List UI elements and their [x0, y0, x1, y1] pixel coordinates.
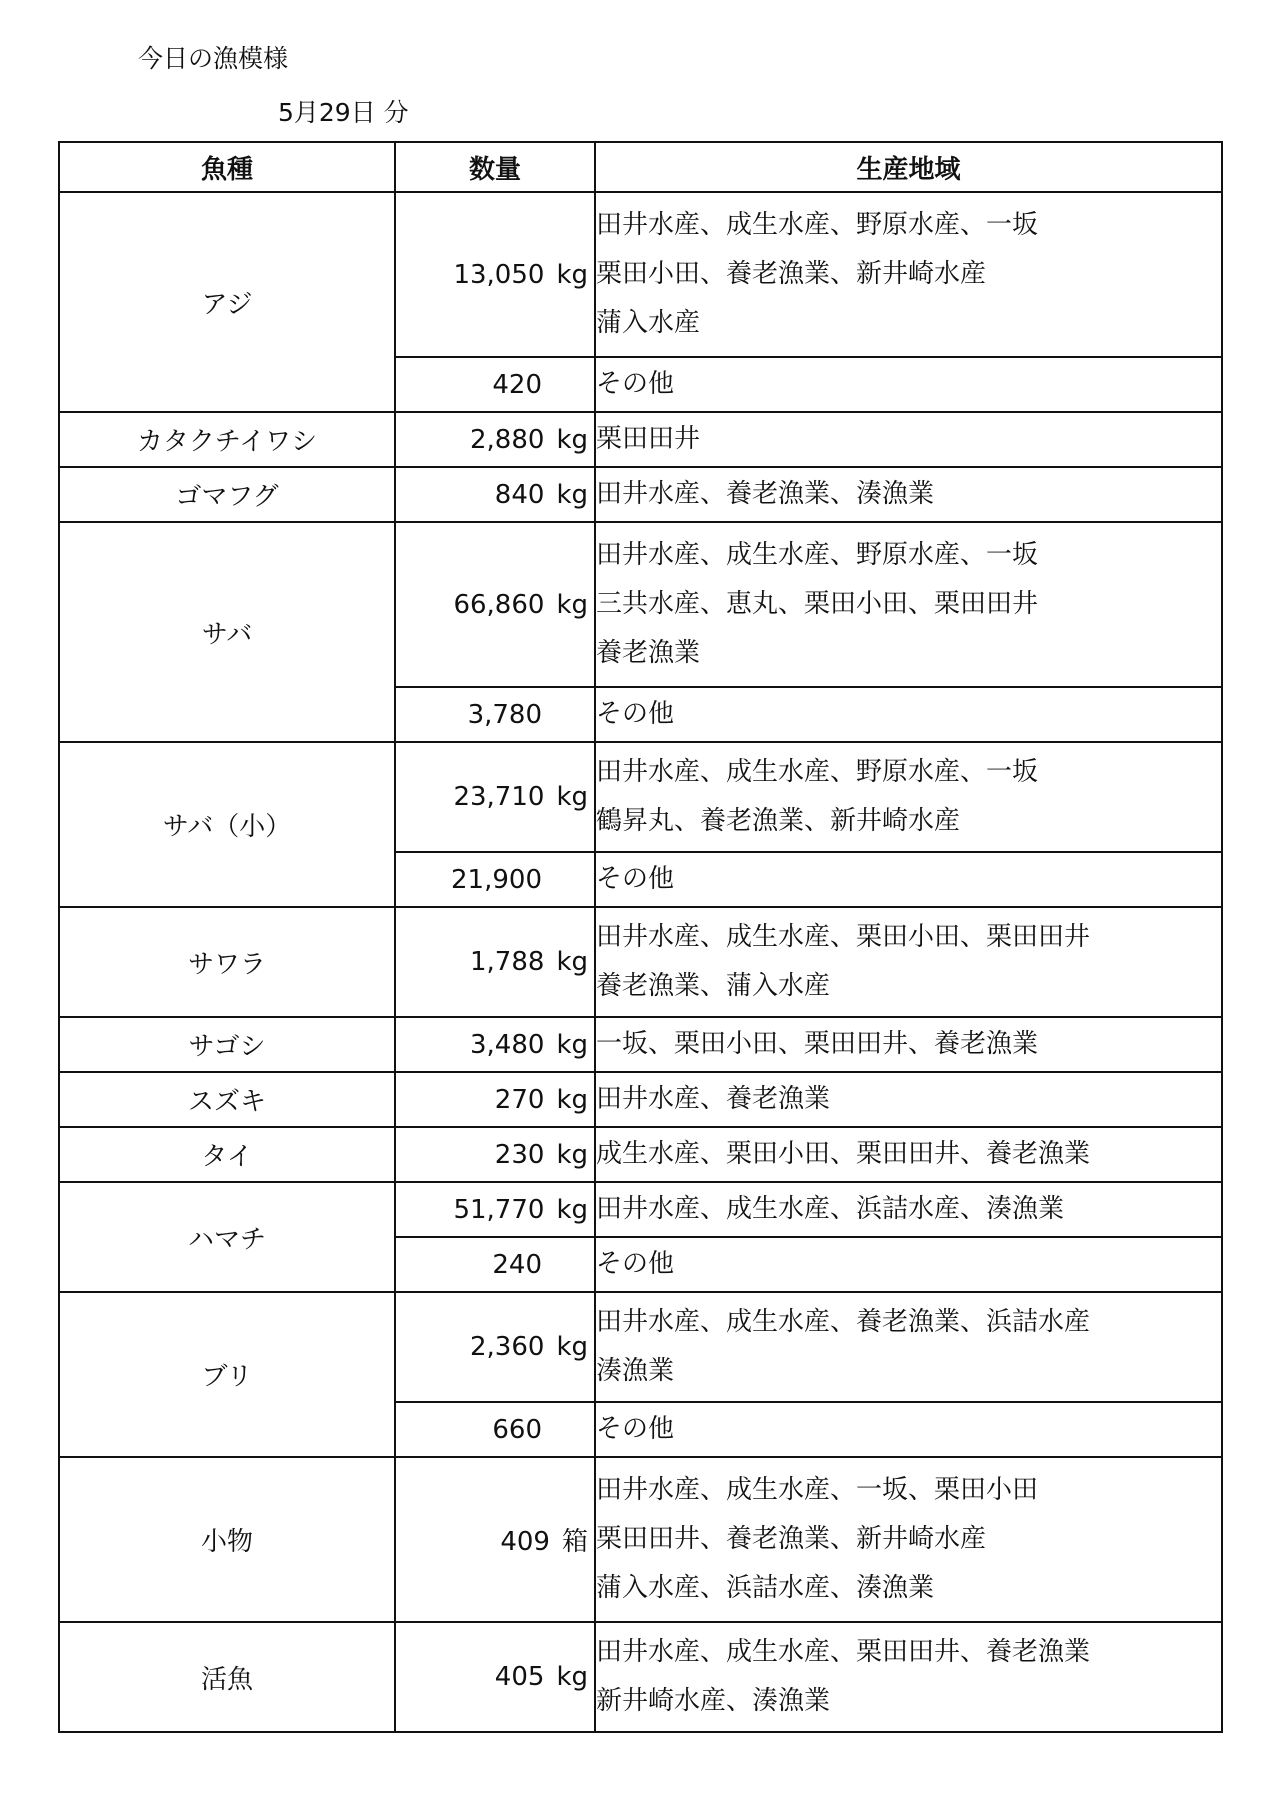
quantity-value: 21,900: [451, 864, 542, 895]
production-area-line: 三共水産、恵丸、栗田小田、栗田田井: [596, 589, 1039, 619]
quantity-unit: kg: [556, 1332, 588, 1362]
table-row: [59, 1457, 1222, 1622]
fish-name-cell: スズキ: [59, 1072, 395, 1127]
fish-name-cell: カタクチイワシ: [59, 412, 395, 467]
quantity-unit: kg: [556, 479, 588, 510]
fish-name-cell: サワラ: [59, 907, 395, 1017]
quantity-cell: [395, 357, 595, 412]
table-row: [59, 467, 1222, 522]
quantity-value: 3,480: [470, 1029, 545, 1060]
production-area-line: 蒲入水産: [596, 308, 701, 338]
fish-name-cell: 活魚: [59, 1622, 395, 1732]
report-date: 5月29日 分: [278, 98, 409, 127]
production-area-line: 栗田田井: [596, 424, 701, 454]
production-area-line: 一坂、栗田小田、栗田田井、養老漁業: [596, 1029, 1039, 1059]
production-area-line: その他: [596, 1249, 675, 1279]
table-header-row: [59, 142, 1222, 192]
production-area-line: その他: [596, 699, 675, 729]
quantity-value: 51,770: [453, 1194, 545, 1225]
production-area-line: 蒲入水産、浜詰水産、湊漁業: [596, 1573, 935, 1603]
quantity-cell: [395, 1292, 595, 1402]
quantity-value: 1,788: [470, 947, 545, 977]
header-areas: 生産地域: [595, 142, 1222, 192]
fish-name-cell: サバ（小）: [59, 742, 395, 907]
quantity-cell: [395, 687, 595, 742]
production-area-cell: [595, 1402, 1222, 1457]
fish-name-cell: ハマチ: [59, 1182, 395, 1292]
quantity-unit: kg: [556, 424, 588, 455]
production-area-cell: [595, 1127, 1222, 1182]
production-area-line: その他: [596, 369, 675, 399]
catch-table-body: [59, 192, 1222, 1732]
quantity-cell: [395, 1402, 595, 1457]
production-area-cell: [595, 1622, 1222, 1732]
production-area-cell: [595, 687, 1222, 742]
fish-name-cell: ゴマフグ: [59, 467, 395, 522]
header-qty: 数量: [395, 142, 595, 192]
table-row: [59, 1182, 1222, 1237]
table-row: [59, 907, 1222, 1017]
quantity-value: 409: [500, 1527, 550, 1557]
fish-name-cell: サゴシ: [59, 1017, 395, 1072]
production-area-line: 新井崎水産、湊漁業: [596, 1686, 831, 1716]
header-fish: 魚種: [59, 142, 395, 192]
quantity-cell: [395, 522, 595, 687]
production-area-line: 栗田田井、養老漁業、新井崎水産: [596, 1524, 987, 1554]
production-area-cell: [595, 852, 1222, 907]
production-area-line: 田井水産、養老漁業: [596, 1084, 831, 1114]
quantity-cell: [395, 192, 595, 357]
fish-name-cell: 小物: [59, 1457, 395, 1622]
quantity-cell: [395, 1457, 595, 1622]
quantity-unit: kg: [556, 1662, 588, 1692]
quantity-value: 3,780: [467, 699, 542, 730]
table-row: [59, 1072, 1222, 1127]
production-area-cell: [595, 1072, 1222, 1127]
production-area-line: 田井水産、成生水産、栗田田井、養老漁業: [596, 1637, 1091, 1667]
quantity-unit: kg: [556, 1029, 588, 1060]
quantity-cell: [395, 1237, 595, 1292]
production-area-line: 田井水産、養老漁業、湊漁業: [596, 479, 935, 509]
table-row: [59, 522, 1222, 687]
production-area-cell: [595, 1292, 1222, 1402]
production-area-cell: [595, 1457, 1222, 1622]
table-row: [59, 192, 1222, 357]
production-area-line: 湊漁業: [596, 1356, 675, 1386]
production-area-cell: [595, 1017, 1222, 1072]
quantity-value: 230: [494, 1139, 545, 1170]
table-row: [59, 742, 1222, 852]
production-area-line: 鶴昇丸、養老漁業、新井崎水産: [596, 806, 961, 836]
quantity-value: 2,880: [470, 424, 545, 455]
quantity-cell: [395, 1127, 595, 1182]
quantity-unit: kg: [556, 1194, 588, 1225]
production-area-line: 田井水産、成生水産、浜詰水産、湊漁業: [596, 1194, 1065, 1224]
quantity-cell: [395, 467, 595, 522]
quantity-cell: [395, 742, 595, 852]
production-area-cell: [595, 742, 1222, 852]
quantity-unit: kg: [556, 589, 588, 620]
table-row: [59, 1292, 1222, 1402]
production-area-cell: [595, 1182, 1222, 1237]
table-row: [59, 1622, 1222, 1732]
quantity-unit: kg: [556, 947, 588, 977]
production-area-line: 田井水産、成生水産、野原水産、一坂: [596, 210, 1039, 240]
production-area-line: 栗田小田、養老漁業、新井崎水産: [596, 259, 987, 289]
quantity-cell: [395, 907, 595, 1017]
production-area-cell: [595, 467, 1222, 522]
quantity-cell: [395, 1622, 595, 1732]
quantity-cell: [395, 852, 595, 907]
quantity-cell: [395, 1182, 595, 1237]
table-row: [59, 1017, 1222, 1072]
production-area-cell: [595, 1237, 1222, 1292]
quantity-unit: kg: [556, 259, 588, 290]
quantity-value: 660: [492, 1414, 542, 1445]
production-area-cell: [595, 907, 1222, 1017]
production-area-line: 田井水産、成生水産、野原水産、一坂: [596, 757, 1039, 787]
production-area-line: 田井水産、成生水産、一坂、栗田小田: [596, 1475, 1039, 1505]
quantity-value: 840: [494, 479, 545, 510]
quantity-cell: [395, 412, 595, 467]
production-area-cell: [595, 357, 1222, 412]
production-area-line: 田井水産、成生水産、野原水産、一坂: [596, 540, 1039, 570]
production-area-line: 田井水産、成生水産、栗田小田、栗田田井: [596, 922, 1091, 952]
production-area-line: その他: [596, 864, 675, 894]
quantity-unit: 箱: [561, 1527, 588, 1557]
quantity-unit: kg: [556, 1084, 588, 1115]
report-title: 今日の漁模様: [138, 44, 289, 73]
quantity-value: 2,360: [470, 1332, 545, 1362]
quantity-cell: [395, 1017, 595, 1072]
quantity-cell: [395, 1072, 595, 1127]
production-area-line: その他: [596, 1414, 675, 1444]
quantity-unit: kg: [556, 782, 588, 812]
production-area-cell: [595, 522, 1222, 687]
fish-name-cell: タイ: [59, 1127, 395, 1182]
production-area-line: 養老漁業: [596, 638, 701, 668]
quantity-value: 405: [494, 1662, 545, 1692]
quantity-value: 420: [492, 369, 542, 400]
table-row: [59, 412, 1222, 467]
production-area-line: 成生水産、栗田小田、栗田田井、養老漁業: [596, 1139, 1091, 1169]
quantity-value: 270: [494, 1084, 545, 1115]
quantity-value: 66,860: [453, 589, 545, 620]
quantity-value: 23,710: [453, 782, 545, 812]
catch-table: [58, 141, 1223, 1733]
quantity-value: 240: [492, 1249, 542, 1280]
production-area-line: 養老漁業、蒲入水産: [596, 971, 831, 1001]
fish-name-cell: サバ: [59, 522, 395, 742]
quantity-value: 13,050: [453, 259, 545, 290]
production-area-cell: [595, 192, 1222, 357]
production-area-cell: [595, 412, 1222, 467]
table-row: [59, 1127, 1222, 1182]
quantity-unit: kg: [556, 1139, 588, 1170]
production-area-line: 田井水産、成生水産、養老漁業、浜詰水産: [596, 1307, 1091, 1337]
fish-name-cell: アジ: [59, 192, 395, 412]
fish-name-cell: ブリ: [59, 1292, 395, 1457]
